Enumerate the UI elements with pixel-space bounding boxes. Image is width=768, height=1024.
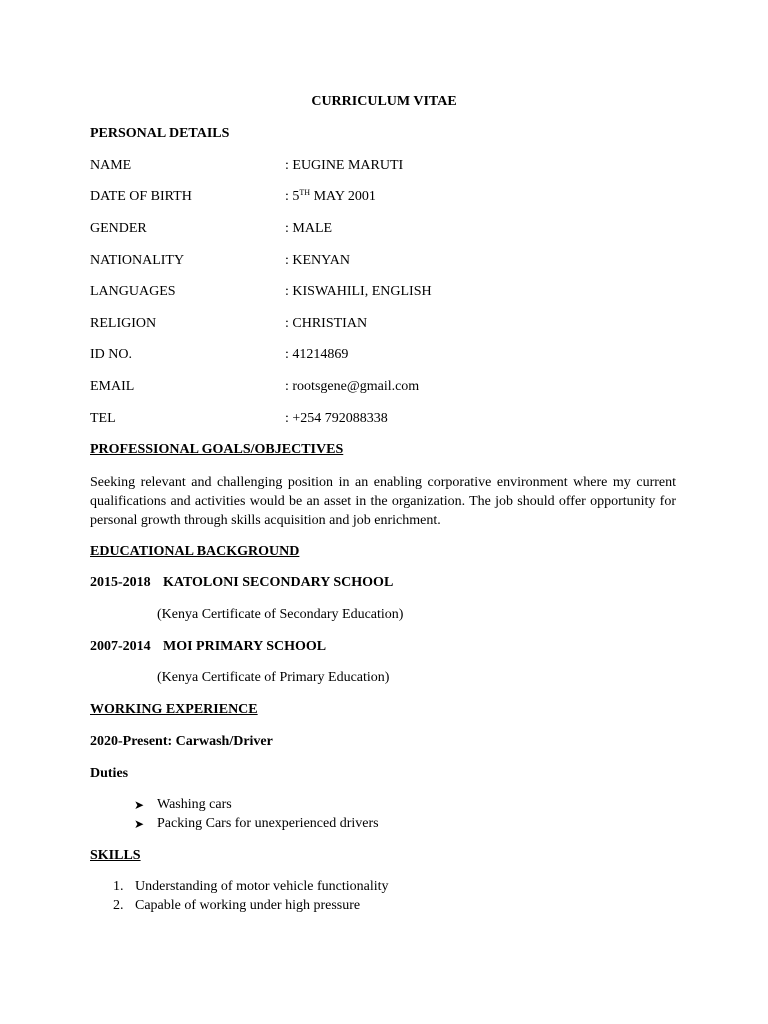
email-label: EMAIL [90, 379, 135, 394]
id-label: ID NO. [90, 347, 132, 362]
skill-item-1: Understanding of motor vehicle functionality [135, 879, 389, 894]
duties-heading: Duties [90, 766, 129, 781]
education-certificate-2: (Kenya Certificate of Primary Education) [157, 670, 390, 685]
education-years-2: 2007-2014 [90, 639, 151, 654]
dob-value [285, 188, 376, 205]
dob-label: DATE OF BIRTH [90, 189, 192, 204]
dob-month-year: MAY 2001 [310, 189, 376, 204]
duty-item-2: Packing Cars for unexperienced drivers [157, 816, 379, 831]
arrow-bullet-icon: ➤ [134, 817, 145, 831]
education-school-1: KATOLONI SECONDARY SCHOOL [163, 575, 394, 590]
tel-value: : +254 792088338 [285, 411, 388, 426]
arrow-bullet-icon: ➤ [134, 798, 145, 812]
gender-label: GENDER [90, 221, 147, 236]
gender-value: : MALE [285, 221, 333, 236]
education-school-2: MOI PRIMARY SCHOOL [163, 639, 327, 654]
skill-item-2: Capable of working under high pressure [135, 898, 361, 913]
nationality-value: : KENYAN [285, 253, 350, 268]
education-heading: EDUCATIONAL BACKGROUND [90, 544, 300, 559]
religion-label: RELIGION [90, 316, 157, 331]
dob-day: : 5 [285, 189, 300, 204]
languages-label: LANGUAGES [90, 284, 176, 299]
experience-heading: WORKING EXPERIENCE [90, 702, 258, 717]
duty-item-1: Washing cars [157, 797, 232, 812]
name-value: : EUGINE MARUTI [285, 158, 404, 173]
document-title: CURRICULUM VITAE [311, 94, 457, 109]
nationality-label: NATIONALITY [90, 253, 185, 268]
languages-value: : KISWAHILI, ENGLISH [285, 284, 432, 299]
objectives-heading: PROFESSIONAL GOALS/OBJECTIVES [90, 442, 344, 457]
experience-role: 2020-Present: Carwash/Driver [90, 734, 273, 749]
skill-number-2: 2. [113, 898, 124, 913]
education-years-1: 2015-2018 [90, 575, 151, 590]
email-value: : rootsgene@gmail.com [285, 379, 420, 394]
skills-heading: SKILLS [90, 848, 141, 863]
education-certificate-1: (Kenya Certificate of Secondary Education) [157, 607, 404, 622]
skill-number-1: 1. [113, 879, 124, 894]
tel-label: TEL [90, 411, 116, 426]
religion-value: : CHRISTIAN [285, 316, 368, 331]
name-label: NAME [90, 158, 132, 173]
personal-details-heading: PERSONAL DETAILS [90, 126, 230, 141]
id-value: : 41214869 [285, 347, 349, 362]
objectives-paragraph: Seeking relevant and challenging position in an enabling corporative environment where my current qualifications and activities would be an asset in the organization. The job should offer opportunity for personal growth through skills acquisition and job enrichment. [90, 475, 676, 528]
dob-ordinal: TH [299, 188, 311, 197]
